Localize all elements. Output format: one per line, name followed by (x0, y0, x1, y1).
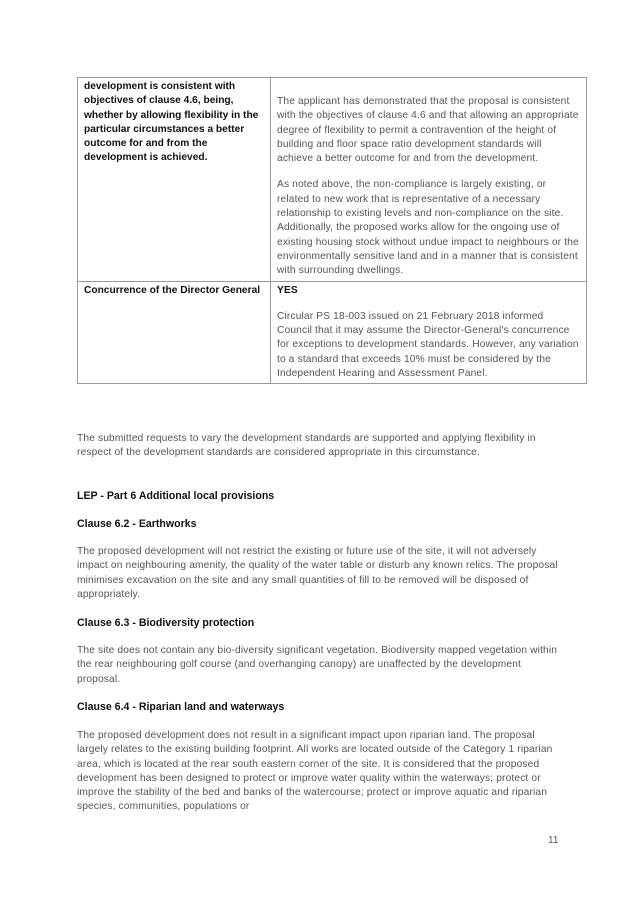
concurrence-answer: YES (277, 284, 298, 296)
section-heading-clause-6-3: Clause 6.3 - Biodiversity protection (77, 617, 255, 629)
response-paragraph: The applicant has demonstrated that the proposal is consistent with the objectives of clause 4.6 and that allowing an appropriate degree of flexibility to permit a contravention of the height of building and floor space ratio development standards will achieve a better outcome for and from the development. (277, 96, 579, 165)
response-cell (271, 78, 587, 282)
clause-6-2-text: The proposed development will not restrict the existing or future use of the site, it will not adversely impact on neighbouring amenity, the quality of the water table or disturb any known relics. The proposal minimises excavation on the site and any small quantities of fill to be removed will be disposed of appropriately. (77, 546, 558, 600)
response-paragraph: Circular PS 18-003 issued on 21 February 2018 informed Council that it may assume the Director-General's concurrence for exceptions to development standards. However, any variation to a standard that exceeds 10% must be considered by the Independent Hearing and Assessment Panel. (277, 310, 579, 380)
clause-6-3-text: The site does not contain any bio-diversity significant vegetation. Biodiversity mapped vegetation within the rear neighbouring golf course (and overhanging canopy) are unaffected by the development proposal. (77, 645, 558, 685)
summary-paragraph: The submitted requests to vary the development standards are supported and applying flexibility in respect of the development standards are considered appropriate in this circumstance. (77, 433, 536, 459)
table-row (78, 281, 587, 384)
page-number: 11 (548, 835, 559, 846)
section-heading-clause-6-4: Clause 6.4 - Riparian land and waterways (77, 701, 285, 713)
section-heading-part6: LEP - Part 6 Additional local provisions (77, 490, 275, 502)
clause-6-4-text: The proposed development does not result in a significant impact upon riparian land. The proposal largely relates to the existing building footprint. All works are located outside of the Category 1 riparian area, which is located at the rear south eastern corner of the site. It is considered that the proposed development has been designed to protect or improve water quality within the waterways; protect or improve the stability of the bed and banks of the watercourse; protect or improve aquatic and riparian species, communities, populations or (77, 730, 553, 813)
criterion-text: development is consistent with objectives of clause 4.6, being, whether by allowing flexibility in the particular circumstances a better outcome for and from the development is achieved. (84, 81, 259, 164)
criterion-cell (78, 281, 271, 384)
section-heading-clause-6-2: Clause 6.2 - Earthworks (77, 518, 197, 530)
criterion-cell (78, 78, 271, 282)
response-cell (271, 281, 587, 384)
table-row (78, 78, 587, 282)
response-paragraph: As noted above, the non-compliance is largely existing, or related to new work that is representative of a necessary relationship to existing levels and non-compliance on the site. Additionally, the proposed works allow for the ongoing use of existing housing stock without undue impact to neighbours or the environmentally sensitive land and in a manner that is consistent with surrounding dwellings. (277, 179, 579, 277)
criterion-text: Concurrence of the Director General (84, 284, 261, 296)
assessment-table (77, 77, 587, 384)
